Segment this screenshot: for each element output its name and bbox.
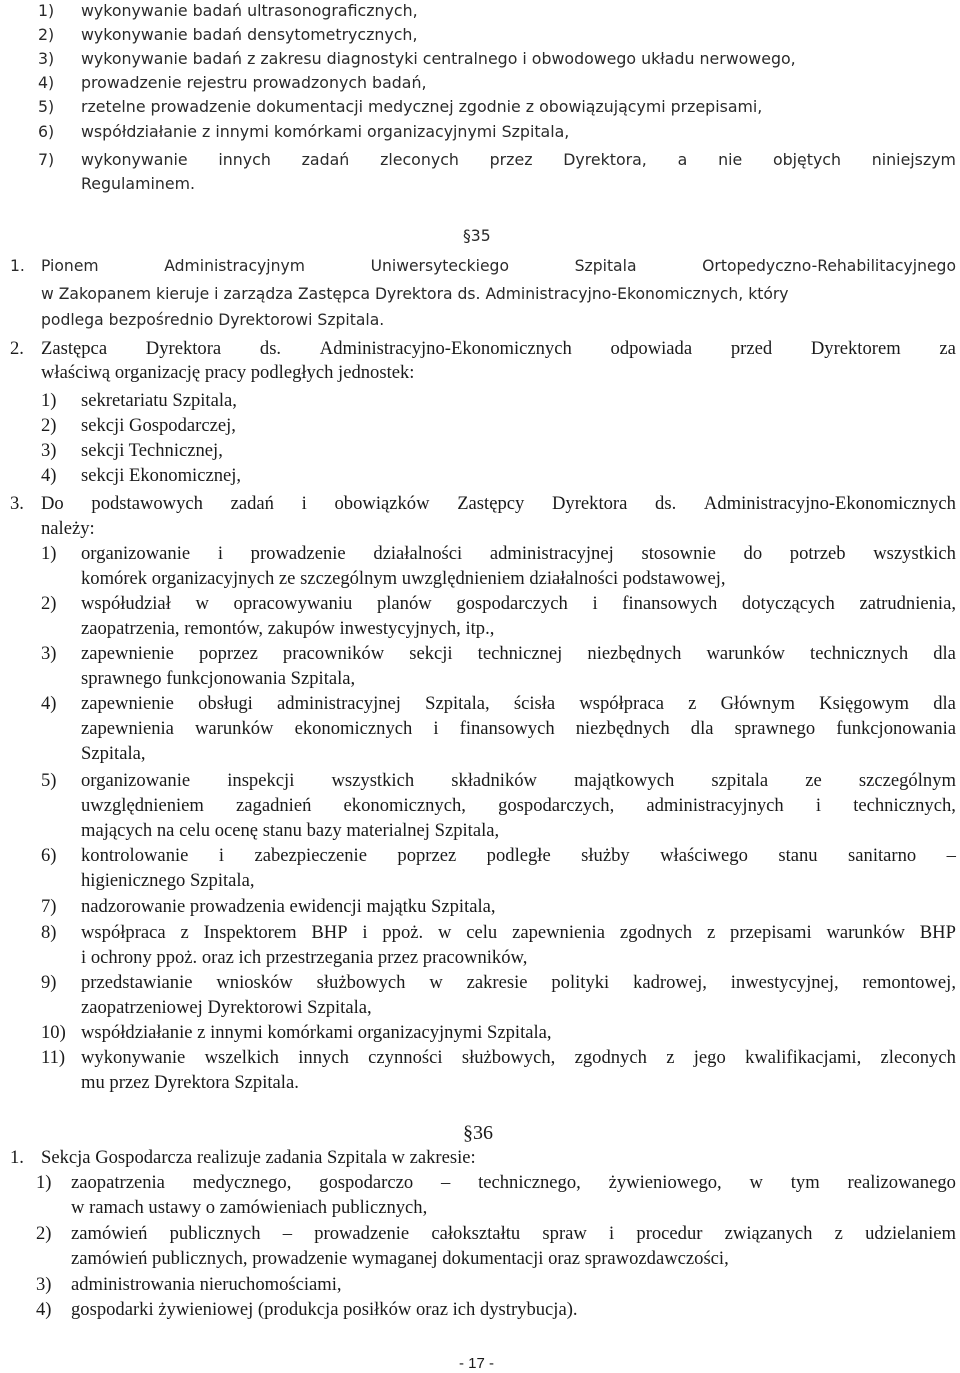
list-item-text: wykonywanie badań densytometrycznych,	[81, 25, 418, 44]
list-item-text: komórek organizacyjnych ze szczególnym uwzględnieniem działalności podstawowej,	[81, 568, 726, 589]
list-item-text: Regulaminem.	[81, 174, 196, 193]
paragraph-text: podlega bezpośrednio Dyrektorowi Szpitala.	[41, 311, 385, 329]
list-number: 4)	[36, 1299, 52, 1320]
list-number: 2)	[41, 415, 57, 436]
list-item-text: współdziałanie z innymi komórkami organizacyjnymi Szpitala,	[81, 1022, 552, 1043]
list-item-text: mających na celu ocenę stanu bazy materialnej Szpitala,	[81, 820, 500, 841]
list-item-text: administrowania nieruchomościami,	[71, 1274, 342, 1295]
list-item-text: przedstawianie wniosków służbowych w zakresie polityki kadrowej, inwestycyjnej, remontowej,	[81, 972, 956, 993]
list-item-text: Szpitala,	[81, 743, 146, 764]
list-item-text: sekcji Ekonomicznej,	[81, 465, 242, 486]
paragraph-text: Do podstawowych zadań i obowiązków Zastępcy Dyrektora ds. Administracyjno-Ekonomicznych	[41, 493, 956, 514]
list-number: 6)	[41, 845, 57, 866]
list-number: 3)	[41, 643, 57, 664]
list-item-text: wykonywanie innych zadań zleconych przez Dyrektora, a nie objętych niniejszym	[81, 150, 956, 169]
list-number: 3)	[36, 1274, 52, 1295]
list-number: 1)	[41, 543, 57, 564]
list-item-text: organizowanie i prowadzenie działalności administracyjnej stosownie do potrzeb wszystkich	[81, 543, 956, 564]
paragraph-number: 1.	[10, 257, 25, 275]
list-item-text: sekretariatu Szpitala,	[81, 390, 237, 411]
list-item-text: współpraca z Inspektorem BHP i ppoż. w celu zapewnienia zgodnych z przepisami warunków BHP	[81, 922, 956, 943]
list-number: 5)	[41, 770, 57, 791]
paragraph-text: Zastępca Dyrektora ds. Administracyjno-Ekonomicznych odpowiada przed Dyrektorem za	[41, 338, 956, 359]
list-item-text: uwzględnieniem zagadnień ekonomicznych, gospodarczych, administracyjnych i technicznych,	[81, 795, 956, 816]
list-item-text: zapewnienia warunków ekonomicznych i finansowych niezbędnych dla sprawnego funkcjonowania	[81, 718, 956, 739]
list-item-text: współudział w opracowywaniu planów gospodarczych i finansowych dotyczących zatrudnienia,	[81, 593, 956, 614]
list-number: 9)	[41, 972, 57, 993]
list-item-text: kontrolowanie i zabezpieczenie poprzez podległe służby właściwego stanu sanitarno –	[81, 845, 956, 866]
paragraph-text: Pionem Administracyjnym Uniwersyteckiego Szpitala Ortopedyczno-Rehabilitacyjnego	[41, 257, 956, 275]
section-heading: §36	[463, 1122, 493, 1144]
list-number: 3)	[41, 440, 57, 461]
list-item-text: gospodarki żywieniowej (produkcja posiłków oraz ich dystrybucja).	[71, 1299, 578, 1320]
list-number: 2)	[38, 25, 55, 44]
list-item-text: higienicznego Szpitala,	[81, 870, 255, 891]
list-item-text: organizowanie inspekcji wszystkich składników majątkowych szpitala ze szczególnym	[81, 770, 956, 791]
list-item-text: zaopatrzenia, remontów, zakupów inwestycyjnych, itp.,	[81, 618, 495, 639]
list-number: 10)	[41, 1022, 66, 1043]
list-item-text: w ramach ustawy o zamówieniach publicznych,	[71, 1197, 428, 1218]
list-item-text: rzetelne prowadzenie dokumentacji medycznej zgodnie z obowiązującymi przepisami,	[81, 97, 763, 116]
list-number: 8)	[41, 922, 57, 943]
paragraph-text: należy:	[41, 518, 95, 539]
list-number: 7)	[41, 896, 57, 917]
list-number: 4)	[41, 693, 57, 714]
list-item-text: i ochrony ppoż. oraz ich przestrzegania przez pracowników,	[81, 947, 528, 968]
list-item-text: prowadzenie rejestru prowadzonych badań,	[81, 73, 427, 92]
list-item-text: współdziałanie z innymi komórkami organizacyjnymi Szpitala,	[81, 122, 570, 141]
list-number: 5)	[38, 97, 55, 116]
list-item-text: zamówień publicznych, prowadzenie wymaganej dokumentacji oraz sprawozdawczości,	[71, 1248, 729, 1269]
page-number: - 17 -	[459, 1355, 495, 1372]
section-heading: §35	[463, 227, 491, 245]
list-item-text: mu przez Dyrektora Szpitala.	[81, 1072, 299, 1093]
paragraph-number: 1.	[10, 1147, 24, 1168]
paragraph-text: właściwą organizację pracy podległych jednostek:	[41, 362, 415, 383]
list-item-text: zapewnienie obsługi administracyjnej Szpitala, ścisła współpraca z Głównym Księgowym dla	[81, 693, 956, 714]
paragraph-text: w Zakopanem kieruje i zarządza Zastępca Dyrektora ds. Administracyjno-Ekonomicznych, który	[41, 285, 789, 303]
list-number: 4)	[38, 73, 55, 92]
list-number: 7)	[38, 150, 55, 169]
list-item-text: zaopatrzeniowej Dyrektorowi Szpitala,	[81, 997, 372, 1018]
list-item-text: wykonywanie badań ultrasonograficznych,	[81, 1, 418, 20]
list-item-text: wykonywanie badań z zakresu diagnostyki centralnego i obwodowego układu nerwowego,	[81, 49, 796, 68]
list-number: 6)	[38, 122, 55, 141]
paragraph-number: 3.	[10, 493, 24, 514]
list-item-text: sprawnego funkcjonowania Szpitala,	[81, 668, 356, 689]
list-item-text: sekcji Technicznej,	[81, 440, 223, 461]
list-item-text: sekcji Gospodarczej,	[81, 415, 236, 436]
text-line: 2.	[10, 338, 24, 359]
list-item-text: zaopatrzenia medycznego, gospodarczo – technicznego, żywieniowego, w tym realizowanego	[71, 1172, 956, 1193]
list-item-text: zapewnienie poprzez pracowników sekcji technicznej niezbędnych warunków technicznych dla	[81, 643, 956, 664]
list-number: 2)	[36, 1223, 52, 1244]
list-number: 1)	[41, 390, 57, 411]
list-item-text: zamówień publicznych – prowadzenie całokształtu spraw i procedur związanych z udzielaniem	[71, 1223, 956, 1244]
paragraph-text: Sekcja Gospodarcza realizuje zadania Szpitala w zakresie:	[41, 1147, 476, 1168]
list-number: 3)	[38, 49, 55, 68]
list-item-text: wykonywanie wszelkich innych czynności służbowych, zgodnych z jego kwalifikacjami, zleconych	[81, 1047, 956, 1068]
list-number: 2)	[41, 593, 57, 614]
list-number: 1)	[38, 1, 55, 20]
list-number: 4)	[41, 465, 57, 486]
list-item-text: nadzorowanie prowadzenia ewidencji majątku Szpitala,	[81, 896, 496, 917]
list-number: 11)	[41, 1047, 66, 1068]
list-number: 1)	[36, 1172, 52, 1193]
